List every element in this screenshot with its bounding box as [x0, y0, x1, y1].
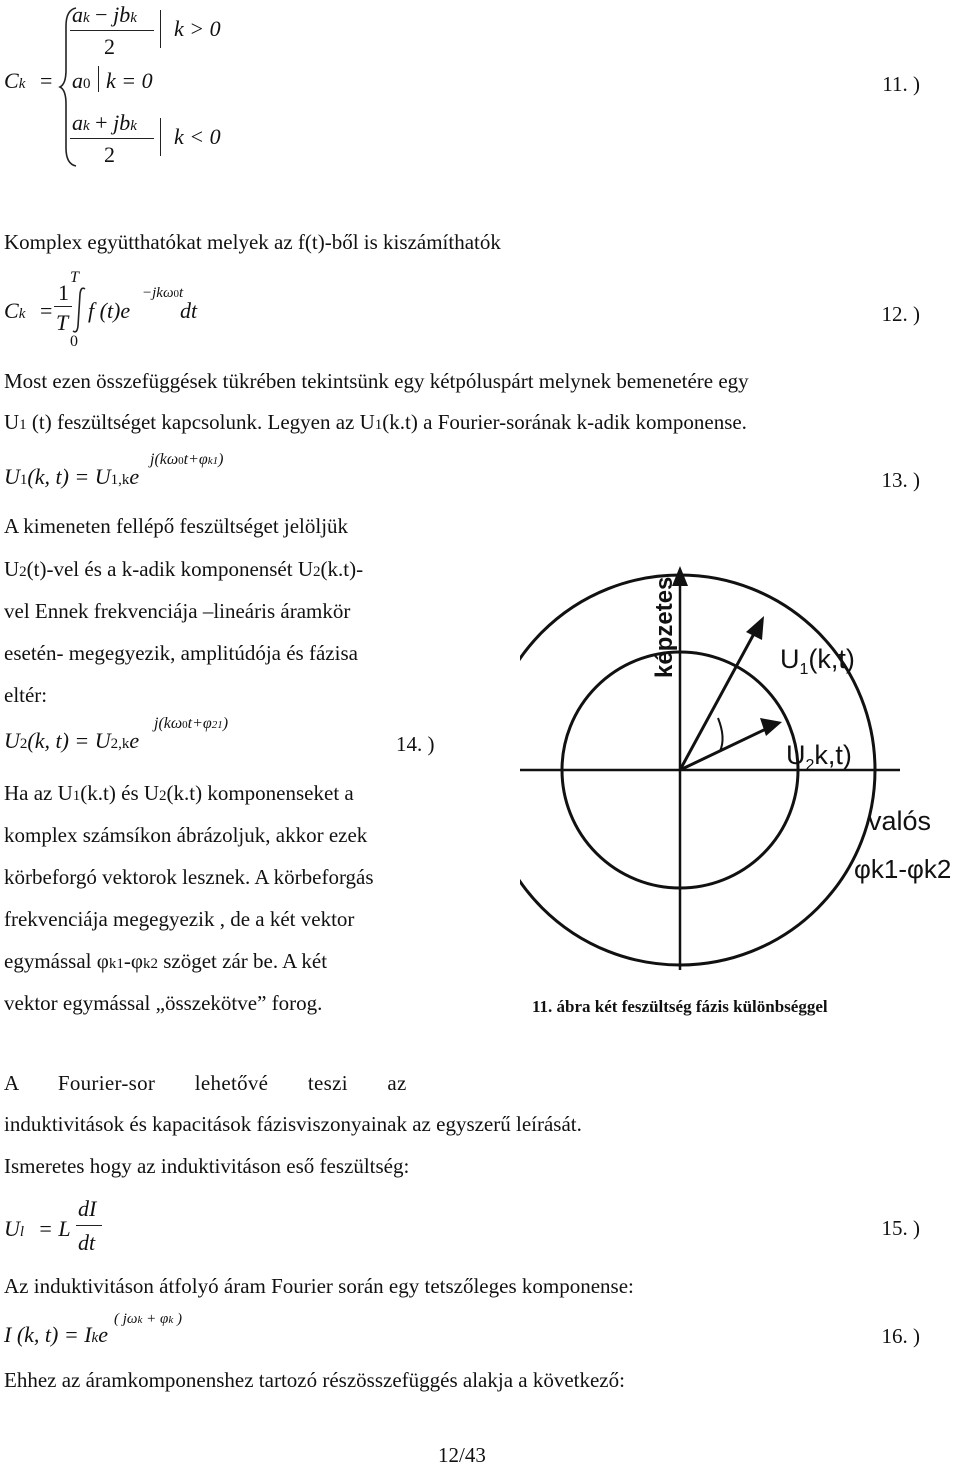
left-col2-line-5: egymással φk1-φk2 szöget zár be. A két [4, 949, 328, 973]
eq11-case1-denominator: 2 [104, 34, 115, 59]
eq15-fraction-bar [76, 1225, 102, 1226]
eq11-case1-numerator: ak − jbk [72, 2, 137, 27]
left-col-line-5: eltér: [4, 683, 48, 707]
eq12-dt: dt [180, 298, 198, 323]
paragraph-2-line-1: Most ezen összefüggések tükrében tekintsünk egy kétpóluspárt melynek bemenetére egy [4, 369, 749, 393]
eq12-integral-sign [72, 286, 88, 334]
imaginary-label: képzetes [651, 576, 678, 678]
eq16-exponent: ( jωk + φk ) [114, 1311, 182, 1327]
eq11-case3-bar [160, 118, 161, 156]
eq15-denominator: dt [78, 1230, 96, 1255]
eq11-number: 11. ) [882, 72, 920, 96]
eq14-expression: U2(k, t) = U2,ke [4, 728, 140, 753]
eq14-number: 14. ) [396, 732, 435, 756]
paragraph-1: Komplex együtthatókat melyek az f(t)-ből is kiszámíthatók [4, 230, 501, 254]
eq11-case1-fraction-bar [70, 30, 154, 31]
eq16-number: 16. ) [881, 1324, 920, 1348]
eq12-frac-num: 1 [58, 280, 69, 305]
real-label: valós [868, 806, 932, 836]
eq12-upper-limit: T [70, 269, 79, 286]
paragraph-5: Az induktivitáson átfolyó áram Fourier során egy tetszőleges komponense: [4, 1274, 634, 1298]
paragraph-3-line-1: A Fourier-sor lehetővé teszi az [4, 1071, 407, 1095]
phasor-figure [520, 560, 960, 980]
left-col-line-3: vel Ennek frekvenciája –lineáris áramkör [4, 599, 351, 623]
eq11-equals: = [40, 68, 53, 93]
eq11-case1-bar [160, 10, 161, 48]
paragraph-2-line-2: U1 (t) feszültséget kapcsolunk. Legyen az U1(k.t) a Fourier-sorának k-adik komponense. [4, 410, 747, 434]
phase-label: φk1-φk2 [854, 854, 952, 884]
left-col2-line-4: frekvenciája megegyezik , de a két vektor [4, 907, 355, 931]
eq11-case3-denominator: 2 [104, 142, 115, 167]
u2-label: $U_2k,t$) [786, 740, 852, 774]
eq12-fraction-bar [54, 306, 72, 307]
eq11-case3-numerator: ak + jbk [72, 110, 137, 135]
eq12-frac-den: T [56, 310, 69, 335]
eq13-number: 13. ) [881, 468, 920, 492]
paragraph-4: Ismeretes hogy az induktivitáson eső feszültség: [4, 1154, 410, 1178]
eq11-case3-condition: k < 0 [174, 124, 221, 149]
left-col2-line-3: körbeforgó vektorok lesznek. A körbeforgás [4, 865, 374, 889]
eq11-case2: a0 [72, 68, 91, 93]
left-col-line-2: U2(t)-vel és a k-adik komponensét U2(k.t)- [4, 557, 364, 581]
eq12-lower-limit: 0 [70, 333, 78, 350]
page-number: 12/43 [438, 1443, 486, 1467]
eq11-case3-fraction-bar [70, 138, 154, 139]
eq11-case2-bar [98, 66, 99, 92]
paragraph-3-line-2: induktivitások és kapacitások fázisviszonyainak az egyszerű leírását. [4, 1112, 582, 1136]
left-col2-line-6: vektor egymással „összekötve” forog. [4, 991, 323, 1015]
eq15-numerator: dI [78, 1196, 97, 1221]
phase-arc [718, 718, 723, 751]
left-col2-line-2: komplex számsíkon ábrázoljuk, akkor ezek [4, 823, 368, 847]
u1-label: $U_1(k,t)$ [780, 644, 855, 678]
eq14-exponent: j(kω0t+φ21) [154, 715, 229, 732]
paragraph-6: Ehhez az áramkomponenshez tartozó részösszefüggés alakja a következő: [4, 1368, 625, 1392]
eq12-integrand: f (t)e [88, 298, 131, 323]
eq12-number: 12. ) [881, 302, 920, 326]
u1-arrowhead [746, 616, 764, 640]
left-col-line-1: A kimeneten fellépő feszültséget jelöljük [4, 514, 349, 538]
eq12-lhs: Ck [4, 298, 26, 323]
eq15-lhs: Ul [4, 1216, 25, 1241]
eq13-expression: U1(k, t) = U1,ke [4, 464, 140, 489]
eq16-expression: I (k, t) = Ike [4, 1322, 108, 1347]
eq15-number: 15. ) [881, 1216, 920, 1240]
figure-caption: 11. ábra két feszültség fázis különbséggel [532, 997, 828, 1016]
left-col-line-4: esetén- megegyezik, amplitúdója és fázisa [4, 641, 358, 665]
left-col2-line-1: Ha az U1(k.t) és U2(k.t) komponenseket a [4, 781, 354, 805]
eq12-equals: = [40, 298, 53, 323]
u2-arrowhead [760, 718, 782, 736]
u1-vector [680, 630, 756, 770]
eq11-lhs: Ck [4, 68, 26, 93]
eq11-case2-condition: k = 0 [106, 68, 153, 93]
eq15-equals: = L [38, 1216, 71, 1241]
eq11-case1-condition: k > 0 [174, 16, 221, 41]
u2-vector [680, 728, 768, 770]
eq12-exponent: −jkω0t [142, 285, 184, 301]
eq13-exponent: j(kω0t+φk1) [150, 451, 224, 468]
